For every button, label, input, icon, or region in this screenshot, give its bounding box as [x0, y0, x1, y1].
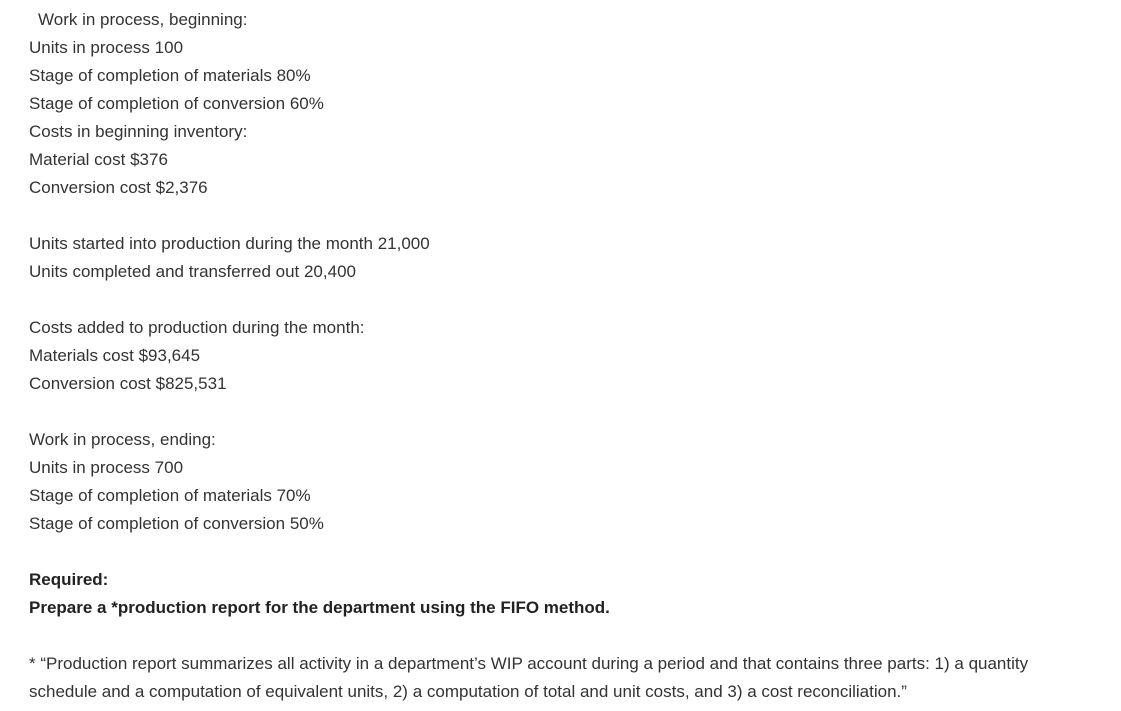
required-instruction: Prepare a *production report for the department using the FIFO method.: [29, 598, 610, 617]
beginning-material-cost: Material cost $376: [29, 150, 168, 169]
beginning-wip-section: [29, 6, 1121, 202]
spacer: [29, 622, 1121, 650]
ending-wip-heading: Work in process, ending:: [29, 430, 216, 449]
beginning-conversion-completion: Stage of completion of conversion 60%: [29, 94, 324, 113]
spacer: [29, 286, 1121, 314]
spacer: [29, 398, 1121, 426]
beginning-conversion-cost: Conversion cost $2,376: [29, 178, 208, 197]
beginning-materials-completion: Stage of completion of materials 80%: [29, 66, 311, 85]
required-label: Required:: [29, 570, 109, 589]
costs-added-materials: Materials cost $93,645: [29, 346, 201, 365]
costs-added-conversion: Conversion cost $825,531: [29, 374, 227, 393]
footnote: * “Production report summarizes all activity in a department’s WIP account during a period and that contains three parts: 1) a quantity schedule and a computation of equivalent units, 2) a computation of total and unit costs, and 3) a cost reconciliation.”: [29, 654, 1029, 701]
ending-wip-section: [29, 426, 1121, 538]
spacer: [29, 202, 1121, 230]
required-section: [29, 566, 1121, 622]
beginning-wip-heading: Work in process, beginning:: [38, 10, 248, 29]
beginning-units-in-process: Units in process 100: [29, 38, 184, 57]
costs-added-heading: Costs added to production during the month:: [29, 318, 365, 337]
units-started: Units started into production during the month 21,000: [29, 234, 430, 253]
ending-units-in-process: Units in process 700: [29, 458, 184, 477]
costs-added-section: [29, 314, 1121, 398]
units-flow-section: [29, 230, 1121, 286]
ending-materials-completion: Stage of completion of materials 70%: [29, 486, 311, 505]
ending-conversion-completion: Stage of completion of conversion 50%: [29, 514, 324, 533]
spacer: [29, 538, 1121, 566]
units-completed: Units completed and transferred out 20,400: [29, 262, 356, 281]
beginning-costs-heading: Costs in beginning inventory:: [29, 122, 248, 141]
